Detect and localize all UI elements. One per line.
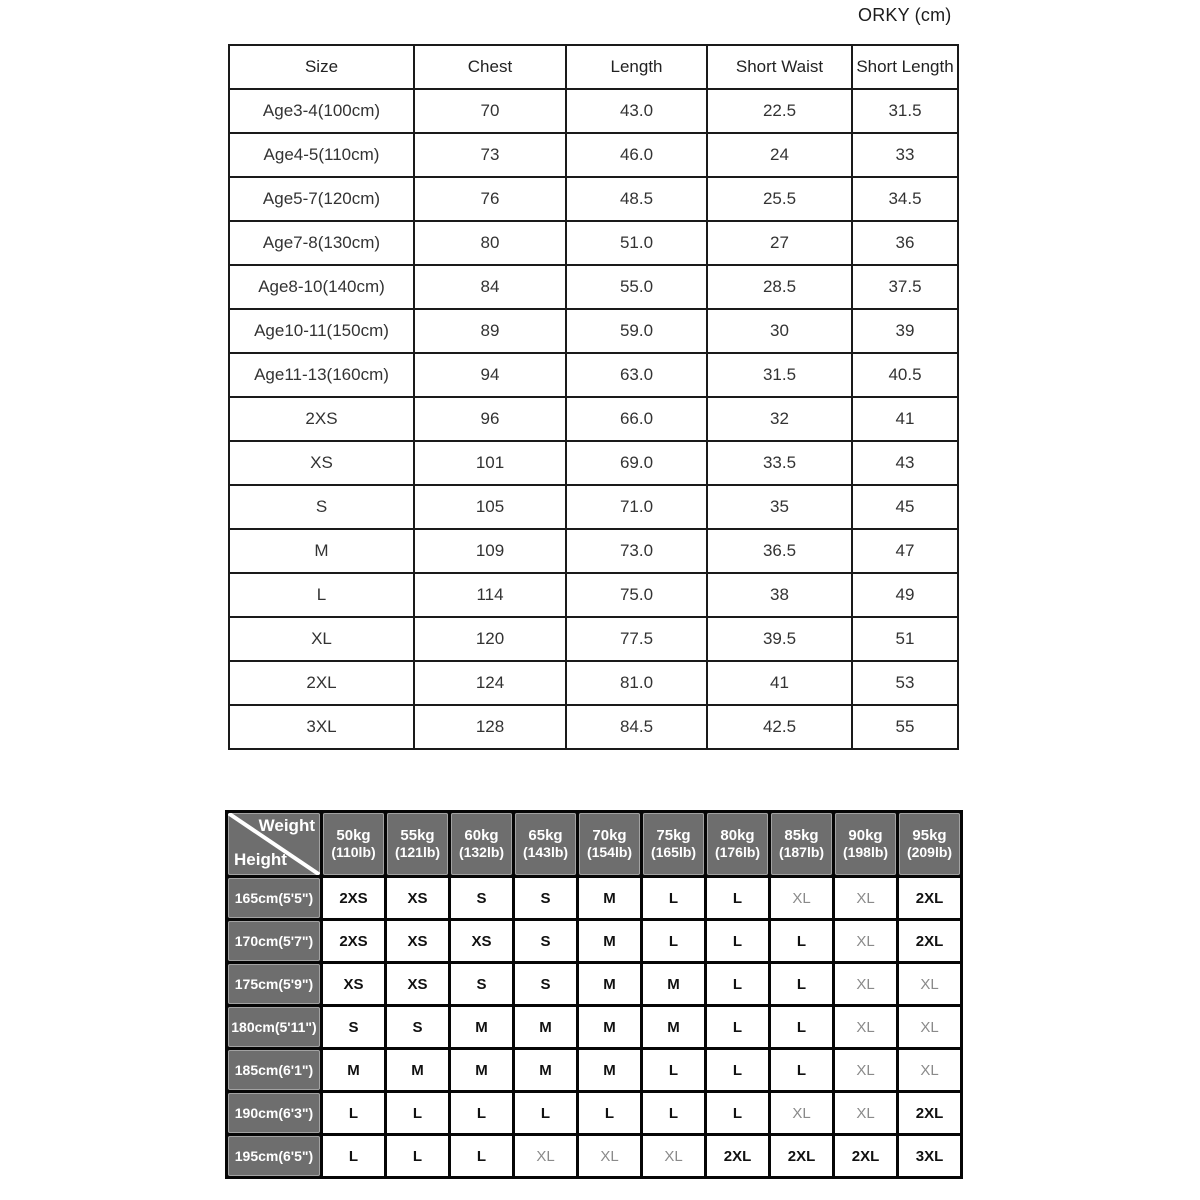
weight-header-cell: 60kg (132lb) [451,813,512,875]
short-length-cell: 47 [852,529,958,573]
size-recommendation-cell: L [771,964,832,1004]
height-label-cell: 195cm(6'5") [228,1136,320,1176]
short-length-cell: 40.5 [852,353,958,397]
short-length-cell: 41 [852,397,958,441]
size-label-cell: L [229,573,414,617]
height-row [228,921,960,961]
size-recommendation-cell: S [515,964,576,1004]
size-recommendation-cell: L [707,1050,768,1090]
size-recommendation-cell: XL [643,1136,704,1176]
size-recommendation-cell: XL [899,1007,960,1047]
size-recommendation-cell: M [323,1050,384,1090]
chest-cell: 114 [414,573,566,617]
short-length-cell: 51 [852,617,958,661]
short-length-cell: 45 [852,485,958,529]
size-recommendation-cell: 2XL [899,1093,960,1133]
chest-cell: 70 [414,89,566,133]
short-waist-cell: 31.5 [707,353,852,397]
length-cell: 81.0 [566,661,707,705]
header-chest: Chest [414,45,566,89]
size-recommendation-cell: XL [835,1007,896,1047]
measurement-row [229,265,958,309]
size-recommendation-cell: M [451,1050,512,1090]
size-recommendation-cell: M [579,1050,640,1090]
size-recommendation-cell: M [579,921,640,961]
size-recommendation-cell: M [387,1050,448,1090]
height-label-cell: 170cm(5'7") [228,921,320,961]
short-waist-cell: 33.5 [707,441,852,485]
size-recommendation-cell: XL [835,921,896,961]
size-recommendation-cell: M [451,1007,512,1047]
short-waist-cell: 42.5 [707,705,852,749]
size-recommendation-cell: 2XL [835,1136,896,1176]
size-recommendation-cell: 2XL [899,921,960,961]
size-label-cell: Age3-4(100cm) [229,89,414,133]
size-recommendation-cell: XS [387,921,448,961]
measurement-row [229,397,958,441]
short-length-cell: 36 [852,221,958,265]
short-length-cell: 39 [852,309,958,353]
size-recommendation-cell: L [643,878,704,918]
size-recommendation-cell: M [643,964,704,1004]
chest-cell: 109 [414,529,566,573]
size-recommendation-cell: L [643,1093,704,1133]
height-row [228,878,960,918]
size-label-cell: Age5-7(120cm) [229,177,414,221]
size-label-cell: M [229,529,414,573]
length-cell: 55.0 [566,265,707,309]
size-recommendation-cell: XL [835,878,896,918]
size-recommendation-cell: XS [323,964,384,1004]
size-recommendation-cell: L [707,921,768,961]
length-cell: 66.0 [566,397,707,441]
size-recommendation-cell: S [451,878,512,918]
size-recommendation-cell: 2XS [323,921,384,961]
size-label-cell: XL [229,617,414,661]
short-waist-cell: 35 [707,485,852,529]
short-waist-cell: 39.5 [707,617,852,661]
short-waist-cell: 28.5 [707,265,852,309]
height-label-cell: 175cm(5'9") [228,964,320,1004]
size-recommendation-cell: L [707,1007,768,1047]
measurement-row [229,353,958,397]
chest-cell: 76 [414,177,566,221]
short-waist-cell: 41 [707,661,852,705]
size-recommendation-cell: L [707,1093,768,1133]
weight-header-cell: 70kg (154lb) [579,813,640,875]
size-recommendation-cell: XS [387,878,448,918]
size-recommendation-cell: XL [835,964,896,1004]
measurement-row [229,529,958,573]
size-recommendation-cell: XL [899,964,960,1004]
height-row [228,1050,960,1090]
size-recommendation-cell: L [323,1093,384,1133]
height-row [228,1136,960,1176]
size-recommendation-cell: XL [771,878,832,918]
short-waist-cell: 22.5 [707,89,852,133]
short-length-cell: 34.5 [852,177,958,221]
size-recommendation-cell: XL [771,1093,832,1133]
measurement-row [229,485,958,529]
short-length-cell: 53 [852,661,958,705]
size-recommendation-cell: 2XL [707,1136,768,1176]
size-recommendation-cell: M [579,964,640,1004]
size-recommendation-cell: L [643,921,704,961]
weight-height-corner-cell [228,813,320,875]
size-label-cell: Age4-5(110cm) [229,133,414,177]
size-recommendation-cell: XL [835,1050,896,1090]
size-recommendation-cell: XS [451,921,512,961]
length-cell: 59.0 [566,309,707,353]
size-recommendation-cell: M [643,1007,704,1047]
measurement-row [229,573,958,617]
measurement-header-row [229,45,958,89]
length-cell: 77.5 [566,617,707,661]
size-recommendation-cell: L [771,1007,832,1047]
short-length-cell: 37.5 [852,265,958,309]
size-recommendation-cell: S [515,921,576,961]
weight-header-cell: 85kg (187lb) [771,813,832,875]
short-waist-cell: 25.5 [707,177,852,221]
chest-cell: 84 [414,265,566,309]
size-label-cell: 2XS [229,397,414,441]
weight-header-cell: 50kg (110lb) [323,813,384,875]
measurement-row [229,705,958,749]
short-waist-cell: 32 [707,397,852,441]
measurement-row [229,617,958,661]
height-row [228,1007,960,1047]
short-length-cell: 33 [852,133,958,177]
size-label-cell: 3XL [229,705,414,749]
size-recommendation-cell: L [771,921,832,961]
weight-header-row [228,813,960,875]
length-cell: 71.0 [566,485,707,529]
chest-cell: 101 [414,441,566,485]
length-cell: 51.0 [566,221,707,265]
size-label-cell: XS [229,441,414,485]
size-label-cell: Age7-8(130cm) [229,221,414,265]
size-recommendation-cell: 2XL [771,1136,832,1176]
chest-cell: 94 [414,353,566,397]
chest-cell: 89 [414,309,566,353]
length-cell: 84.5 [566,705,707,749]
chest-cell: 73 [414,133,566,177]
short-waist-cell: 30 [707,309,852,353]
size-label-cell: Age10-11(150cm) [229,309,414,353]
measurement-row [229,221,958,265]
size-recommendation-cell: L [387,1136,448,1176]
size-recommendation-cell: L [771,1050,832,1090]
size-recommendation-cell: 2XL [899,878,960,918]
height-label-cell: 190cm(6'3") [228,1093,320,1133]
weight-header-cell: 90kg (198lb) [835,813,896,875]
measurement-row [229,661,958,705]
size-recommendation-cell: M [579,878,640,918]
weight-header-cell: 95kg (209lb) [899,813,960,875]
measurement-table [228,44,959,750]
weight-height-matrix [225,810,963,1179]
height-row [228,964,960,1004]
size-label-cell: 2XL [229,661,414,705]
size-recommendation-cell: L [579,1093,640,1133]
size-recommendation-cell: L [515,1093,576,1133]
header-length: Length [566,45,707,89]
size-recommendation-cell: L [451,1136,512,1176]
size-label-cell: Age8-10(140cm) [229,265,414,309]
size-recommendation-cell: S [323,1007,384,1047]
size-recommendation-cell: L [451,1093,512,1133]
length-cell: 48.5 [566,177,707,221]
size-recommendation-cell: M [579,1007,640,1047]
size-recommendation-cell: XL [899,1050,960,1090]
size-recommendation-cell: XL [515,1136,576,1176]
measurement-row [229,441,958,485]
length-cell: 75.0 [566,573,707,617]
weight-header-cell: 65kg (143lb) [515,813,576,875]
measurement-row [229,177,958,221]
size-recommendation-cell: L [387,1093,448,1133]
length-cell: 69.0 [566,441,707,485]
measurement-row [229,89,958,133]
short-length-cell: 43 [852,441,958,485]
size-recommendation-cell: 3XL [899,1136,960,1176]
size-recommendation-cell: M [515,1007,576,1047]
size-recommendation-cell: L [643,1050,704,1090]
size-recommendation-cell: 2XS [323,878,384,918]
weight-header-cell: 75kg (165lb) [643,813,704,875]
size-recommendation-cell: S [451,964,512,1004]
size-recommendation-cell: L [707,964,768,1004]
size-label-cell: Age11-13(160cm) [229,353,414,397]
measurement-row [229,309,958,353]
chest-cell: 124 [414,661,566,705]
size-recommendation-cell: M [515,1050,576,1090]
brand-unit-label: ORKY (cm) [858,5,952,25]
length-cell: 73.0 [566,529,707,573]
size-recommendation-cell: L [323,1136,384,1176]
size-recommendation-cell: S [515,878,576,918]
weight-header-cell: 80kg (176lb) [707,813,768,875]
chest-cell: 96 [414,397,566,441]
measurement-row [229,133,958,177]
size-recommendation-cell: L [707,878,768,918]
short-waist-cell: 38 [707,573,852,617]
height-label-cell: 165cm(5'5") [228,878,320,918]
chest-cell: 128 [414,705,566,749]
height-label-cell: 180cm(5'11") [228,1007,320,1047]
corner-height-label: Height [234,850,287,869]
size-recommendation-cell: XL [579,1136,640,1176]
chest-cell: 120 [414,617,566,661]
corner-weight-label: Weight [258,816,315,835]
length-cell: 46.0 [566,133,707,177]
size-recommendation-cell: S [387,1007,448,1047]
length-cell: 43.0 [566,89,707,133]
short-length-cell: 31.5 [852,89,958,133]
length-cell: 63.0 [566,353,707,397]
header-size: Size [229,45,414,89]
short-length-cell: 49 [852,573,958,617]
chest-cell: 80 [414,221,566,265]
short-length-cell: 55 [852,705,958,749]
height-label-cell: 185cm(6'1") [228,1050,320,1090]
short-waist-cell: 27 [707,221,852,265]
header-short-length: Short Length [852,45,958,89]
short-waist-cell: 36.5 [707,529,852,573]
size-recommendation-cell: XL [835,1093,896,1133]
size-label-cell: S [229,485,414,529]
height-row [228,1093,960,1133]
header-short-waist: Short Waist [707,45,852,89]
size-recommendation-cell: XS [387,964,448,1004]
chest-cell: 105 [414,485,566,529]
short-waist-cell: 24 [707,133,852,177]
weight-header-cell: 55kg (121lb) [387,813,448,875]
